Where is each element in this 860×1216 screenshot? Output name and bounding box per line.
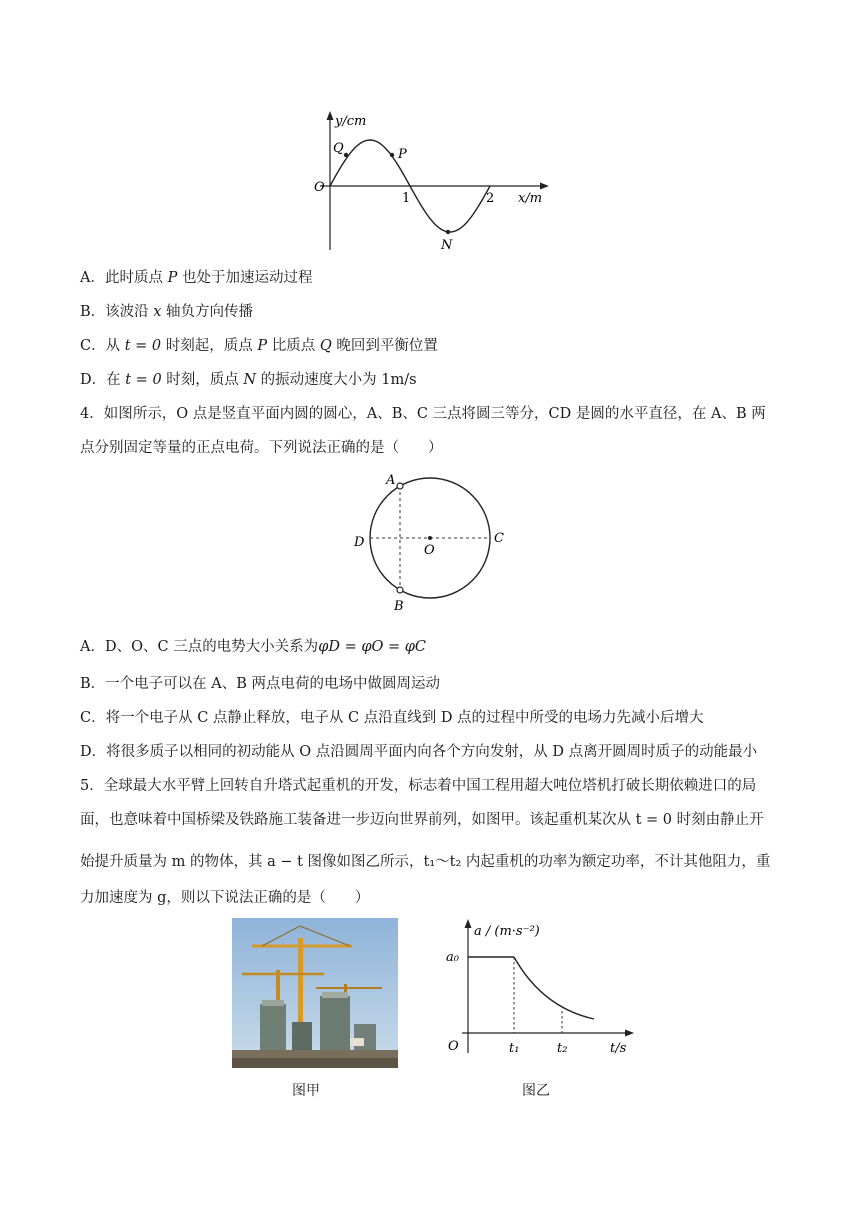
q3-option-a: A．此时质点 P 也处于加速运动过程 xyxy=(80,270,313,286)
q3-option-d: D．在 t = 0 时刻，质点 N 的振动速度大小为 1m/s xyxy=(80,372,417,388)
q4-option-b: B．一个电子可以在 A、B 两点电荷的电场中做圆周运动 xyxy=(80,676,440,692)
label-c: C xyxy=(494,531,504,546)
label-d: D xyxy=(354,535,365,550)
q5-stem-line-3: 始提升质量为 m 的物体，其 a − t 图像如图乙所示，t₁～t₂ 内起重机的功率为额定功率，不计其他阻力，重 xyxy=(80,854,771,870)
a-t-graph xyxy=(432,915,642,1065)
point-q-dot xyxy=(344,153,348,157)
crane-photo xyxy=(232,918,398,1068)
graph-a0-label: a₀ xyxy=(446,950,459,965)
wave-figure xyxy=(300,105,560,255)
label-b: B xyxy=(394,599,404,614)
caption-figure-yi: 图乙 xyxy=(522,1083,550,1099)
label-a: A xyxy=(386,473,396,488)
q3-option-c: C．从 t = 0 时刻起，质点 P 比质点 Q 晚回到平衡位置 xyxy=(80,338,438,354)
q3-option-b: B．该波沿 x 轴负方向传播 xyxy=(80,304,254,320)
wave-x-label: x/m xyxy=(518,191,543,206)
charge-b xyxy=(397,587,403,593)
circle-figure xyxy=(345,468,515,618)
q5-stem-line-2: 面，也意味着中国桥梁及铁路施工装备进一步迈向世界前列，如图甲。该起重机某次从 t = 0 时刻由静止开 xyxy=(80,812,764,828)
graph-t2-label: t₂ xyxy=(557,1041,568,1056)
graph-t1-label: t₁ xyxy=(509,1041,520,1056)
charge-a xyxy=(397,483,403,489)
q5-stem-line-1: 5．全球最大水平臂上回转自升塔式起重机的开发，标志着中国工程用超大吨位塔机打破长期依赖进口的局 xyxy=(80,778,757,794)
point-p-label: P xyxy=(398,147,407,162)
center-o-dot xyxy=(428,536,432,540)
q4-stem-line-1: 4．如图所示，O 点是竖直平面内圆的圆心，A、B、C 三点将圆三等分，CD 是圆的水平直径，在 A、B 两 xyxy=(80,406,766,422)
q4-stem-line-2: 点分别固定等量的正点电荷。下列说法正确的是（ ） xyxy=(80,440,443,456)
wave-tick-1: 1 xyxy=(402,191,411,206)
decay-curve xyxy=(514,957,594,1019)
point-n-dot xyxy=(446,230,450,234)
graph-origin-label: O xyxy=(448,1039,459,1054)
graph-x-label: t/s xyxy=(610,1041,627,1056)
point-q-label: Q xyxy=(333,141,344,156)
point-p-dot xyxy=(390,153,394,157)
q4-option-d: D．将很多质子以相同的初动能从 O 点沿圆周平面内向各个方向发射，从 D 点离开圆周时质子的动能最小 xyxy=(80,744,758,760)
wave-origin-label: O xyxy=(314,180,325,195)
q4-option-a: A．D、O、C 三点的电势大小关系为φD = φO = φC xyxy=(80,639,426,655)
label-o: O xyxy=(424,543,435,558)
q4-option-c: C．将一个电子从 C 点静止释放，电子从 C 点沿直线到 D 点的过程中所受的电场力先减小后增大 xyxy=(80,710,704,726)
caption-figure-jia: 图甲 xyxy=(292,1083,320,1099)
q5-stem-line-4: 力加速度为 g，则以下说法正确的是（ ） xyxy=(80,890,370,906)
wave-y-label: y/cm xyxy=(335,114,367,129)
point-n-label: N xyxy=(441,238,453,253)
graph-y-label: a / (m·s⁻²) xyxy=(474,924,540,939)
wave-tick-2: 2 xyxy=(486,191,495,206)
